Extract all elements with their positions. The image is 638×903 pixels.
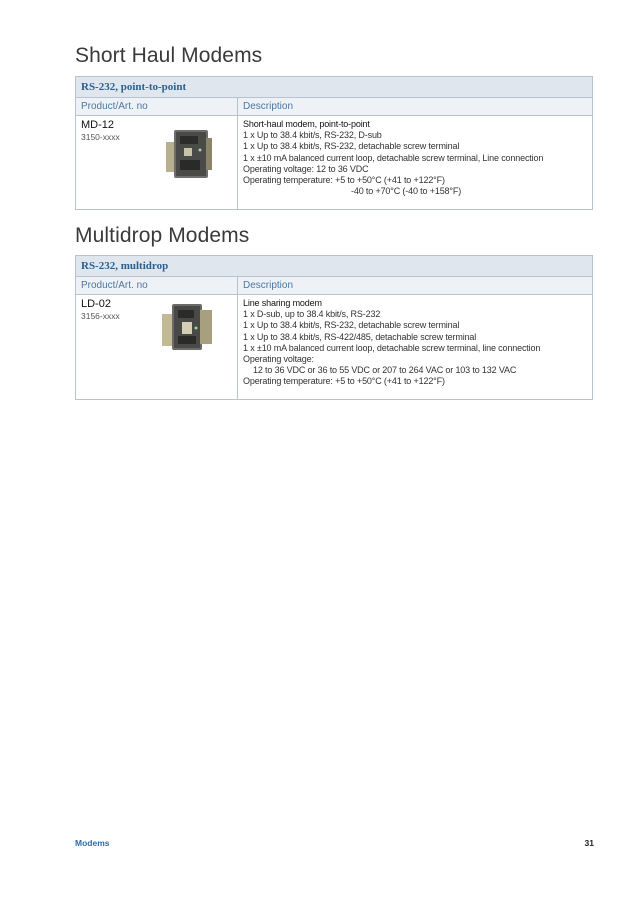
description-cell <box>238 116 592 209</box>
description-line: Operating temperature: +5 to +50°C (+41 to +122°F) <box>243 175 445 186</box>
table-group-header: RS-232, multidrop <box>76 256 592 277</box>
section-title-multidrop: Multidrop Modems <box>75 224 250 247</box>
description-line: Operating voltage: <box>243 354 314 365</box>
description-line: Short-haul modem, point-to-point <box>243 119 370 129</box>
product-art-no: 3156-xxxx <box>81 311 120 321</box>
section-title-short-haul: Short Haul Modems <box>75 44 263 67</box>
description-line: -40 to +70°C (-40 to +158°F) <box>351 186 462 197</box>
product-cell <box>76 116 238 209</box>
description-line: 1 x Up to 38.4 kbit/s, RS-232, detachable screw terminal <box>243 320 460 331</box>
product-cell <box>76 295 238 399</box>
table-row <box>76 295 592 399</box>
description-line: 1 x Up to 38.4 kbit/s, RS-422/485, detachable screw terminal <box>243 331 477 342</box>
description-line: 1 x ±10 mA balanced current loop, detachable screw terminal, line connection <box>243 342 541 353</box>
description-line: 12 to 36 VDC or 36 to 55 VDC or 207 to 264 VAC or 103 to 132 VAC <box>253 365 517 376</box>
table-group-header: RS-232, point-to-point <box>76 77 592 98</box>
product-table-multidrop <box>75 255 593 400</box>
description-line: Operating temperature: +5 to +50°C (+41 to +122°F) <box>243 376 445 387</box>
description-line: Line sharing modem <box>243 298 322 308</box>
description-cell <box>238 295 592 399</box>
description-line: 1 x Up to 38.4 kbit/s, RS-232, detachable screw terminal <box>243 141 460 152</box>
product-table-short-haul <box>75 76 593 210</box>
description-line: 1 x Up to 38.4 kbit/s, RS-232, D-sub <box>243 130 382 141</box>
description-line: 1 x D-sub, up to 38.4 kbit/s, RS-232 <box>243 309 381 320</box>
table-column-headers <box>76 277 592 295</box>
column-header-description: Description <box>243 101 294 112</box>
product-name: LD-02 <box>81 298 111 310</box>
column-header-product: Product/Art. no <box>76 277 238 294</box>
table-column-headers <box>76 98 592 116</box>
page-number: 31 <box>584 838 594 848</box>
description-line: 1 x ±10 mA balanced current loop, detachable screw terminal, Line connection <box>243 152 544 163</box>
product-name: MD-12 <box>81 119 115 131</box>
description-line: Operating voltage: 12 to 36 VDC <box>243 163 369 174</box>
column-header-description: Description <box>243 280 294 291</box>
column-header-product: Product/Art. no <box>76 98 238 115</box>
footer-chapter: Modems <box>75 838 110 848</box>
modem-device-image <box>160 300 216 354</box>
modem-device-image <box>164 126 216 182</box>
product-art-no: 3150-xxxx <box>81 132 120 142</box>
table-row <box>76 116 592 209</box>
